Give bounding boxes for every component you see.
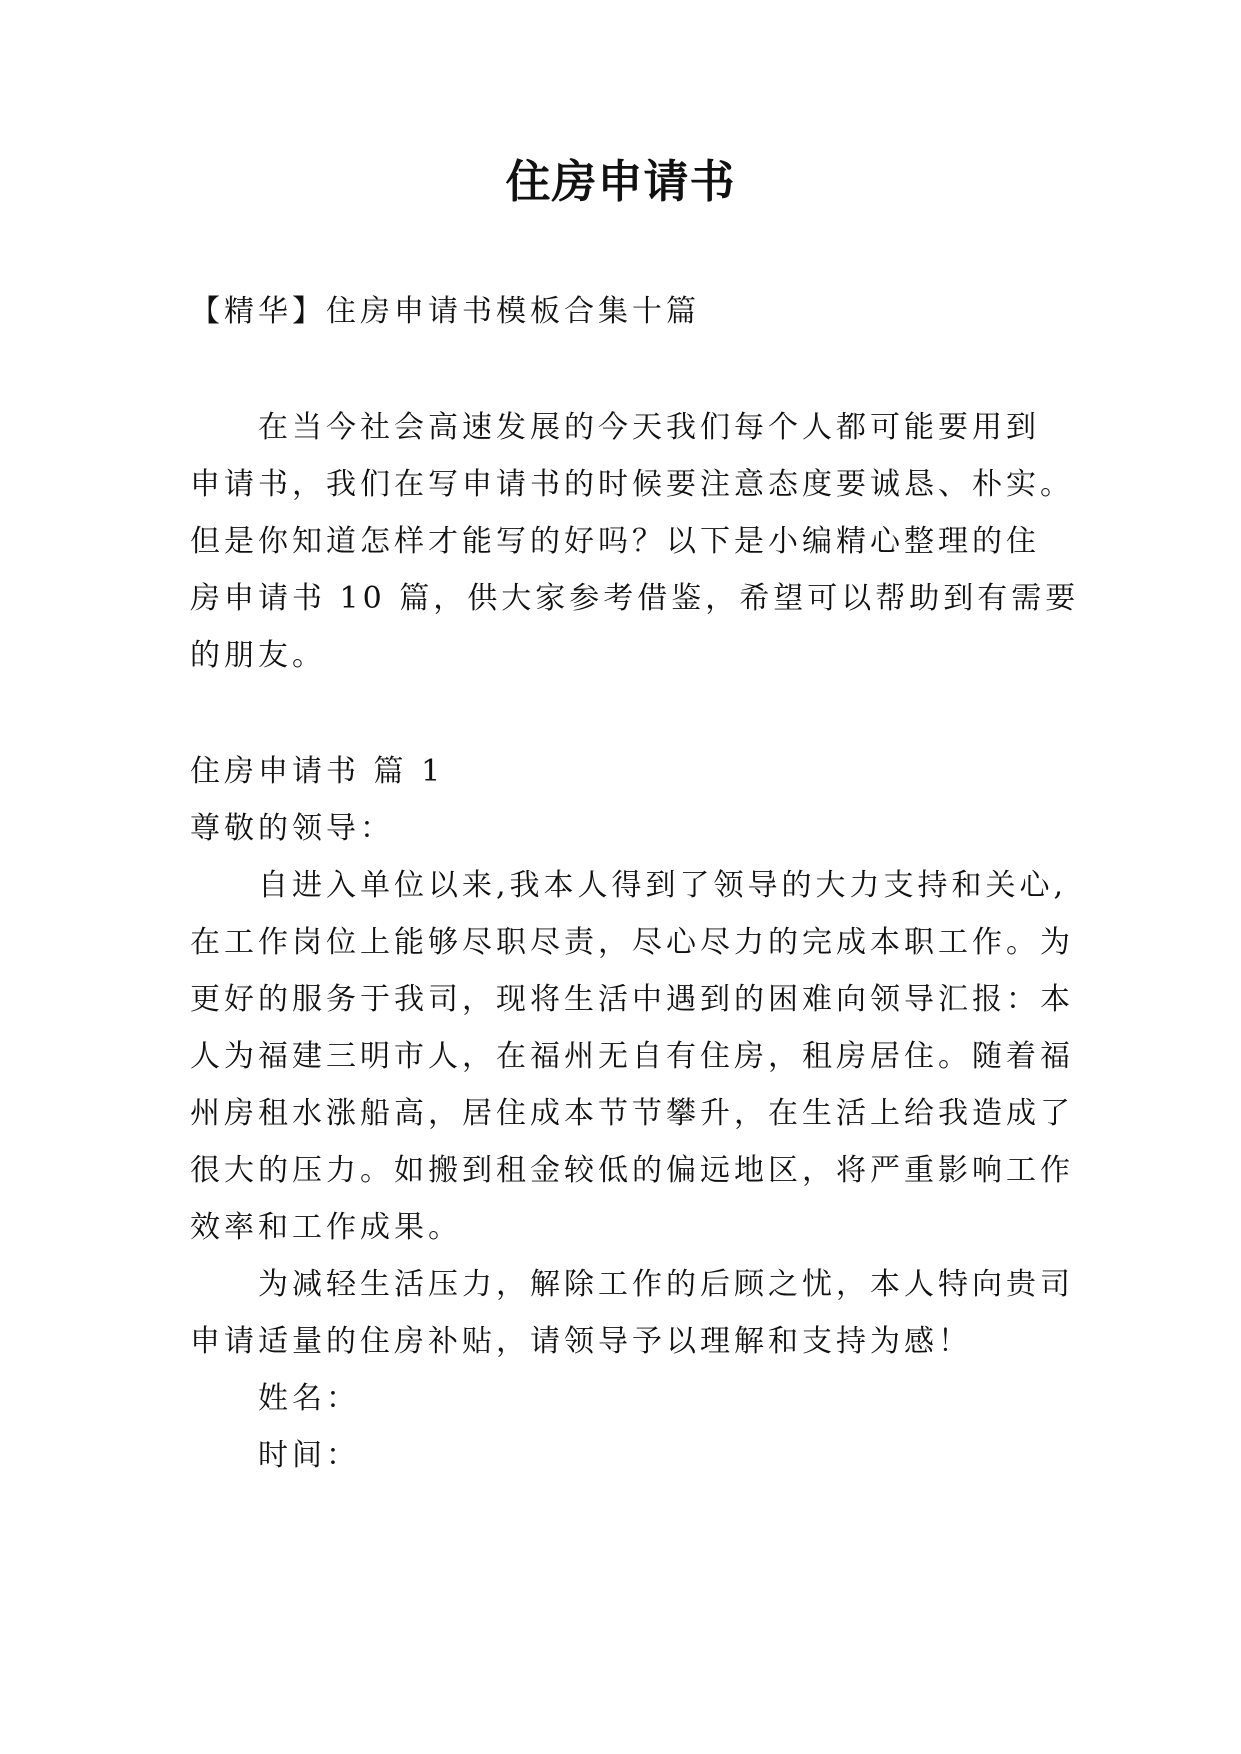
- intro-line: 房申请书 10 篇，供大家参考借鉴，希望可以帮助到有需要: [190, 581, 1080, 616]
- body-line: 申请适量的住房补贴，请领导予以理解和支持为感！: [190, 1324, 972, 1359]
- body-line: 很大的压力。如搬到租金较低的偏远地区，将严重影响工作: [190, 1153, 1074, 1188]
- intro-line: 的朋友。: [190, 638, 326, 673]
- body-line: 效率和工作成果。: [190, 1210, 462, 1245]
- document-title: 住房申请书: [505, 155, 736, 208]
- body-line: 州房租水涨船高，居住成本节节攀升，在生活上给我造成了: [190, 1096, 1074, 1131]
- intro-line: 在当今社会高速发展的今天我们每个人都可能要用到: [258, 410, 1040, 445]
- body-line: 更好的服务于我司，现将生活中遇到的困难向领导汇报：本: [190, 982, 1074, 1017]
- time-label: 时间：: [258, 1438, 360, 1473]
- name-label: 姓名：: [258, 1381, 360, 1416]
- body-line: 为减轻生活压力，解除工作的后顾之忧，本人特向贵司: [258, 1267, 1074, 1302]
- intro-line: 但是你知道怎样才能写的好吗？以下是小编精心整理的住: [190, 524, 1040, 559]
- salutation: 尊敬的领导：: [190, 811, 394, 846]
- body-line: 在工作岗位上能够尽职尽责，尽心尽力的完成本职工作。为: [190, 925, 1074, 960]
- intro-line: 申请书，我们在写申请书的时候要注意态度要诚恳、朴实。: [190, 467, 1074, 502]
- body-line: 人为福建三明市人，在福州无自有住房，租房居住。随着福: [190, 1039, 1074, 1074]
- section-heading: 住房申请书 篇 1: [190, 754, 445, 789]
- body-line: 自进入单位以来,我本人得到了领导的大力支持和关心,: [258, 868, 1068, 903]
- document-subtitle: 【精华】住房申请书模板合集十篇: [190, 294, 700, 329]
